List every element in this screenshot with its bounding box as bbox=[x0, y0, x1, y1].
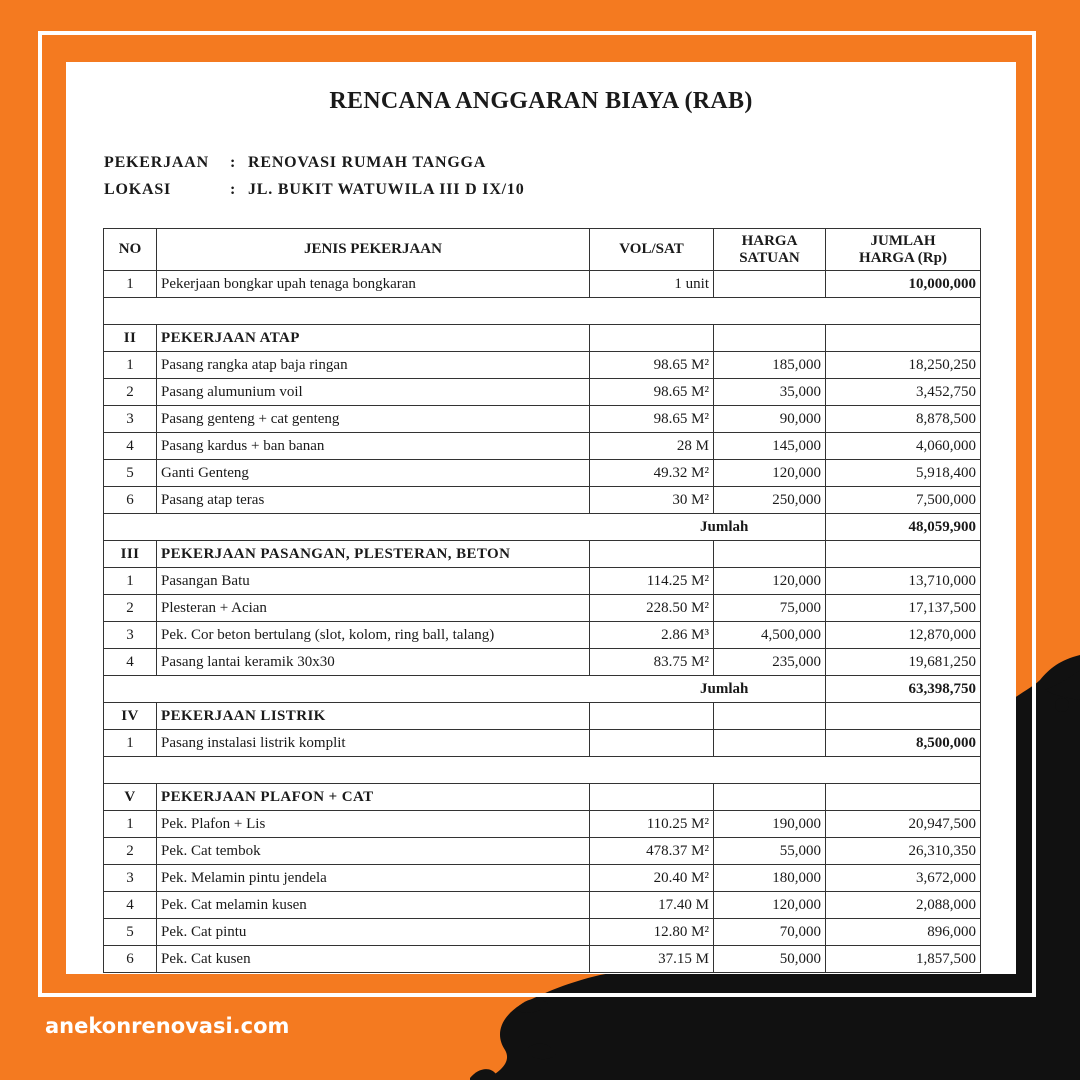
row-unit-price: 180,000 bbox=[714, 865, 826, 892]
row-unit-price: 145,000 bbox=[714, 433, 826, 460]
section-number: III bbox=[104, 541, 157, 568]
empty-cell bbox=[590, 784, 714, 811]
meta-project bbox=[104, 154, 486, 172]
meta-location-sep: : bbox=[230, 181, 237, 198]
row-volume: 478.37 M² bbox=[590, 838, 714, 865]
row-volume: 2.86 M³ bbox=[590, 622, 714, 649]
blank-cell bbox=[104, 757, 981, 784]
row-total: 3,452,750 bbox=[826, 379, 981, 406]
row-unit-price: 75,000 bbox=[714, 595, 826, 622]
header-unit-price: HARGA SATUAN bbox=[714, 229, 826, 271]
table-row bbox=[104, 649, 981, 676]
header-total: JUMLAH HARGA (Rp) bbox=[826, 229, 981, 271]
section-row bbox=[104, 784, 981, 811]
row-unit-price: 190,000 bbox=[714, 811, 826, 838]
row-volume: 98.65 M² bbox=[590, 352, 714, 379]
row-total: 17,137,500 bbox=[826, 595, 981, 622]
row-total: 8,500,000 bbox=[826, 730, 981, 757]
empty-cell bbox=[826, 703, 981, 730]
row-description: Pasang kardus + ban banan bbox=[157, 433, 590, 460]
row-number: 1 bbox=[104, 352, 157, 379]
row-description: Pasang alumunium voil bbox=[157, 379, 590, 406]
row-number: 1 bbox=[104, 730, 157, 757]
row-unit-price: 120,000 bbox=[714, 892, 826, 919]
header-volume: VOL/SAT bbox=[590, 229, 714, 271]
row-number: 5 bbox=[104, 460, 157, 487]
row-total: 896,000 bbox=[826, 919, 981, 946]
row-description: Pekerjaan bongkar upah tenaga bongkaran bbox=[157, 271, 590, 298]
table-row bbox=[104, 352, 981, 379]
section-number: II bbox=[104, 325, 157, 352]
row-unit-price: 120,000 bbox=[714, 568, 826, 595]
row-description: Pasang atap teras bbox=[157, 487, 590, 514]
row-unit-price: 185,000 bbox=[714, 352, 826, 379]
subtotal-row bbox=[104, 676, 981, 703]
row-unit-price: 120,000 bbox=[714, 460, 826, 487]
row-number: 1 bbox=[104, 568, 157, 595]
row-total: 3,672,000 bbox=[826, 865, 981, 892]
row-total: 4,060,000 bbox=[826, 433, 981, 460]
row-volume: 20.40 M² bbox=[590, 865, 714, 892]
row-number: 1 bbox=[104, 271, 157, 298]
table-row bbox=[104, 568, 981, 595]
row-description: Pasang rangka atap baja ringan bbox=[157, 352, 590, 379]
row-description: Pek. Cor beton bertulang (slot, kolom, ring ball, talang) bbox=[157, 622, 590, 649]
table-row bbox=[104, 892, 981, 919]
row-unit-price: 4,500,000 bbox=[714, 622, 826, 649]
row-number: 6 bbox=[104, 487, 157, 514]
table-row bbox=[104, 838, 981, 865]
row-number: 3 bbox=[104, 622, 157, 649]
row-description: Pek. Plafon + Lis bbox=[157, 811, 590, 838]
row-volume: 110.25 M² bbox=[590, 811, 714, 838]
row-unit-price bbox=[714, 271, 826, 298]
row-volume bbox=[590, 730, 714, 757]
table-row bbox=[104, 433, 981, 460]
row-unit-price: 235,000 bbox=[714, 649, 826, 676]
row-number: 5 bbox=[104, 919, 157, 946]
row-number: 4 bbox=[104, 433, 157, 460]
empty-cell bbox=[590, 703, 714, 730]
section-row bbox=[104, 703, 981, 730]
empty-cell bbox=[714, 784, 826, 811]
row-number: 2 bbox=[104, 595, 157, 622]
row-total: 26,310,350 bbox=[826, 838, 981, 865]
row-number: 2 bbox=[104, 379, 157, 406]
section-title: PEKERJAAN LISTRIK bbox=[157, 703, 590, 730]
meta-project-value: RENOVASI RUMAH TANGGA bbox=[248, 154, 487, 171]
row-unit-price: 50,000 bbox=[714, 946, 826, 973]
row-volume: 1 unit bbox=[590, 271, 714, 298]
row-number: 6 bbox=[104, 946, 157, 973]
row-number: 2 bbox=[104, 838, 157, 865]
section-row bbox=[104, 325, 981, 352]
row-description: Plesteran + Acian bbox=[157, 595, 590, 622]
row-total: 1,857,500 bbox=[826, 946, 981, 973]
row-total: 2,088,000 bbox=[826, 892, 981, 919]
row-volume: 98.65 M² bbox=[590, 406, 714, 433]
row-total: 19,681,250 bbox=[826, 649, 981, 676]
empty-cell bbox=[714, 541, 826, 568]
blank-row bbox=[104, 757, 981, 784]
blank-cell bbox=[104, 298, 981, 325]
header-no: NO bbox=[104, 229, 157, 271]
row-description: Pek. Cat melamin kusen bbox=[157, 892, 590, 919]
row-total: 10,000,000 bbox=[826, 271, 981, 298]
table-body bbox=[104, 271, 981, 973]
table-row bbox=[104, 487, 981, 514]
meta-location-label: LOKASI bbox=[104, 181, 172, 198]
row-number: 4 bbox=[104, 892, 157, 919]
row-unit-price: 250,000 bbox=[714, 487, 826, 514]
table-row bbox=[104, 919, 981, 946]
section-title: PEKERJAAN PLAFON + CAT bbox=[157, 784, 590, 811]
row-number: 3 bbox=[104, 865, 157, 892]
row-number: 1 bbox=[104, 811, 157, 838]
row-total: 8,878,500 bbox=[826, 406, 981, 433]
row-description: Pek. Melamin pintu jendela bbox=[157, 865, 590, 892]
subtotal-row bbox=[104, 514, 981, 541]
row-description: Pek. Cat pintu bbox=[157, 919, 590, 946]
row-volume: 114.25 M² bbox=[590, 568, 714, 595]
empty-cell bbox=[826, 784, 981, 811]
blank-row bbox=[104, 298, 981, 325]
row-unit-price bbox=[714, 730, 826, 757]
row-unit-price: 70,000 bbox=[714, 919, 826, 946]
row-description: Pek. Cat tembok bbox=[157, 838, 590, 865]
subtotal-label: Jumlah bbox=[104, 676, 826, 703]
row-description: Pasang genteng + cat genteng bbox=[157, 406, 590, 433]
section-number: V bbox=[104, 784, 157, 811]
empty-cell bbox=[826, 541, 981, 568]
row-volume: 228.50 M² bbox=[590, 595, 714, 622]
empty-cell bbox=[590, 325, 714, 352]
row-volume: 49.32 M² bbox=[590, 460, 714, 487]
row-unit-price: 90,000 bbox=[714, 406, 826, 433]
document-title: RENCANA ANGGARAN BIAYA (RAB) bbox=[329, 88, 753, 114]
section-row bbox=[104, 541, 981, 568]
row-description: Ganti Genteng bbox=[157, 460, 590, 487]
row-volume: 37.15 M bbox=[590, 946, 714, 973]
row-volume: 17.40 M bbox=[590, 892, 714, 919]
empty-cell bbox=[714, 325, 826, 352]
subtotal-value: 48,059,900 bbox=[826, 514, 981, 541]
row-total: 20,947,500 bbox=[826, 811, 981, 838]
row-total: 13,710,000 bbox=[826, 568, 981, 595]
section-title: PEKERJAAN PASANGAN, PLESTERAN, BETON bbox=[157, 541, 590, 568]
empty-cell bbox=[714, 703, 826, 730]
table-row bbox=[104, 622, 981, 649]
row-description: Pasangan Batu bbox=[157, 568, 590, 595]
table-row bbox=[104, 730, 981, 757]
table-header bbox=[104, 229, 981, 271]
meta-location-value: JL. BUKIT WATUWILA III D IX/10 bbox=[248, 181, 525, 198]
table-row bbox=[104, 379, 981, 406]
table-row bbox=[104, 946, 981, 973]
table-row bbox=[104, 811, 981, 838]
row-number: 3 bbox=[104, 406, 157, 433]
empty-cell bbox=[826, 325, 981, 352]
row-description: Pasang lantai keramik 30x30 bbox=[157, 649, 590, 676]
subtotal-value: 63,398,750 bbox=[826, 676, 981, 703]
row-unit-price: 55,000 bbox=[714, 838, 826, 865]
rab-table bbox=[103, 228, 981, 973]
header-description: JENIS PEKERJAAN bbox=[157, 229, 590, 271]
row-number: 4 bbox=[104, 649, 157, 676]
row-unit-price: 35,000 bbox=[714, 379, 826, 406]
row-total: 18,250,250 bbox=[826, 352, 981, 379]
table-row bbox=[104, 460, 981, 487]
row-description: Pasang instalasi listrik komplit bbox=[157, 730, 590, 757]
table-row bbox=[104, 271, 981, 298]
table-row bbox=[104, 865, 981, 892]
section-number: IV bbox=[104, 703, 157, 730]
subtotal-label: Jumlah bbox=[104, 514, 826, 541]
row-volume: 30 M² bbox=[590, 487, 714, 514]
row-volume: 12.80 M² bbox=[590, 919, 714, 946]
website-label: anekonrenovasi.com bbox=[45, 1014, 290, 1038]
row-volume: 83.75 M² bbox=[590, 649, 714, 676]
empty-cell bbox=[590, 541, 714, 568]
row-volume: 98.65 M² bbox=[590, 379, 714, 406]
meta-project-sep: : bbox=[230, 154, 237, 171]
row-total: 7,500,000 bbox=[826, 487, 981, 514]
row-volume: 28 M bbox=[590, 433, 714, 460]
meta-project-label: PEKERJAAN bbox=[104, 154, 209, 171]
row-description: Pek. Cat kusen bbox=[157, 946, 590, 973]
row-total: 5,918,400 bbox=[826, 460, 981, 487]
table-row bbox=[104, 406, 981, 433]
meta-location bbox=[104, 181, 525, 199]
document-sheet bbox=[66, 62, 1016, 974]
row-total: 12,870,000 bbox=[826, 622, 981, 649]
section-title: PEKERJAAN ATAP bbox=[157, 325, 590, 352]
table-row bbox=[104, 595, 981, 622]
